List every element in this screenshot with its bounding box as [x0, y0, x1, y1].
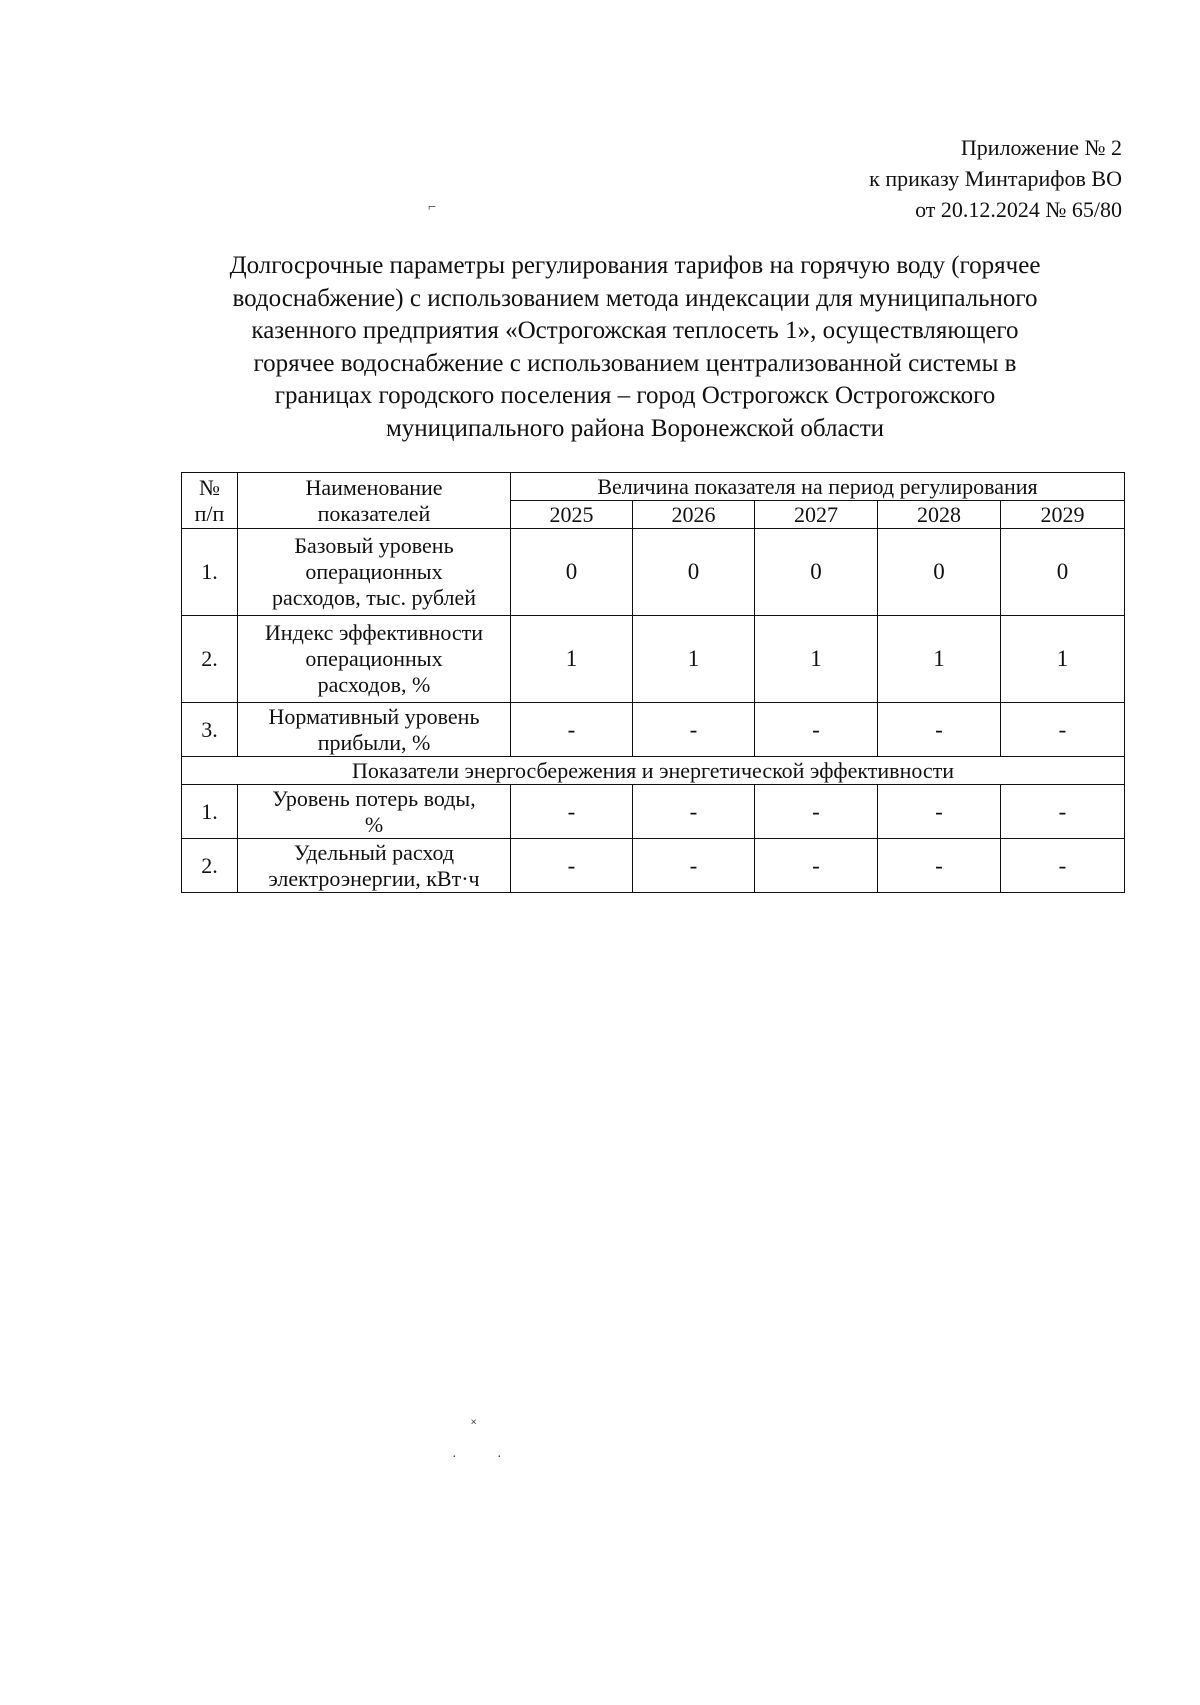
- row-value: 0: [878, 529, 1001, 616]
- parameters-table: [181, 472, 1125, 893]
- appendix-header: [869, 132, 1122, 225]
- header-num: [182, 473, 238, 529]
- row-value: 1: [1001, 616, 1125, 703]
- row-value: -: [633, 703, 755, 757]
- row-value: 0: [511, 529, 633, 616]
- appendix-line-3: от 20.12.2024 № 65/80: [915, 197, 1122, 222]
- row-value: 1: [633, 616, 755, 703]
- title-line-6: муниципального района Воронежской области: [385, 414, 884, 442]
- title-line-5: границах городского поселения – город Острогожск Острогожского: [274, 382, 996, 409]
- row-value: -: [755, 785, 878, 839]
- row-name: [238, 703, 511, 757]
- header-year: 2029: [1001, 501, 1125, 529]
- scan-speck: ·: [497, 1450, 502, 1465]
- title-line-2: водоснабжение) с использованием метода индексации для муниципального: [232, 284, 1038, 312]
- header-year: 2027: [755, 501, 878, 529]
- header-name: [238, 473, 511, 529]
- row-name-line: Уровень потерь воды,: [272, 785, 476, 811]
- row-value: 0: [1001, 529, 1125, 616]
- row-name: [238, 529, 511, 616]
- row-value: -: [511, 839, 633, 893]
- row-value: -: [1001, 785, 1125, 839]
- scan-speck: ·: [452, 1450, 457, 1465]
- row-name-line: электроэнергии, кВт·ч: [268, 865, 480, 891]
- row-num: 1.: [182, 529, 238, 616]
- row-value: -: [511, 785, 633, 839]
- row-value: -: [755, 703, 878, 757]
- header-period: Величина показателя на период регулирования: [511, 473, 1125, 501]
- row-value: 0: [755, 529, 878, 616]
- row-value: -: [633, 785, 755, 839]
- row-num: 2.: [182, 839, 238, 893]
- scan-speck: ˟: [471, 1418, 477, 1433]
- section-header-row: [182, 757, 1125, 785]
- row-value: -: [633, 839, 755, 893]
- row-value: -: [511, 703, 633, 757]
- row-value: 1: [755, 616, 878, 703]
- scan-speck: ⌐: [428, 200, 436, 215]
- header-year: 2028: [878, 501, 1001, 529]
- title-line-3: казенного предприятия «Острогожская теплосеть 1», осуществляющего: [251, 317, 1019, 344]
- row-name-line: Базовый уровень: [294, 533, 454, 558]
- row-name-line: операционных: [305, 646, 443, 671]
- header-name-line-1: Наименование: [305, 474, 443, 500]
- table-row: [182, 839, 1125, 893]
- appendix-line-1: Приложение № 2: [960, 135, 1122, 160]
- row-value: -: [878, 785, 1001, 839]
- row-value: -: [1001, 703, 1125, 757]
- table-header-row-1: [182, 473, 1125, 501]
- row-num: 2.: [182, 616, 238, 703]
- row-name-line: Нормативный уровень: [268, 703, 480, 729]
- row-name-line: Индекс эффективности: [264, 620, 484, 645]
- table-row: [182, 529, 1125, 616]
- row-value: 1: [878, 616, 1001, 703]
- table-row: [182, 785, 1125, 839]
- row-name-line: %: [364, 811, 384, 837]
- header-num-line-2: п/п: [194, 500, 225, 526]
- row-name-line: прибыли, %: [317, 729, 431, 755]
- row-name-line: расходов, тыс. рублей: [271, 585, 477, 610]
- row-name: [238, 839, 511, 893]
- header-year: 2025: [511, 501, 633, 529]
- table-row: [182, 703, 1125, 757]
- row-name-line: расходов, %: [317, 672, 431, 697]
- section-title: Показатели энергосбережения и энергетической эффективности: [182, 757, 1125, 785]
- header-year: 2026: [633, 501, 755, 529]
- header-name-line-2: показателей: [317, 500, 431, 526]
- row-value: -: [1001, 839, 1125, 893]
- header-num-line-1: №: [199, 474, 220, 500]
- table-row: [182, 616, 1125, 703]
- document-title: [170, 250, 1100, 445]
- row-name-line: Удельный расход: [293, 839, 455, 865]
- row-value: 1: [511, 616, 633, 703]
- row-value: -: [878, 703, 1001, 757]
- row-value: -: [755, 839, 878, 893]
- appendix-line-2: к приказу Минтарифов ВО: [869, 166, 1122, 191]
- row-num: 1.: [182, 785, 238, 839]
- row-name-line: операционных: [305, 559, 443, 584]
- row-num: 3.: [182, 703, 238, 757]
- title-line-4: горячее водоснабжение с использованием централизованной системы в: [253, 349, 1017, 377]
- row-value: 0: [633, 529, 755, 616]
- row-name: [238, 616, 511, 703]
- title-line-1: Долгосрочные параметры регулирования тарифов на горячую воду (горячее: [229, 252, 1041, 279]
- row-name: [238, 785, 511, 839]
- row-value: -: [878, 839, 1001, 893]
